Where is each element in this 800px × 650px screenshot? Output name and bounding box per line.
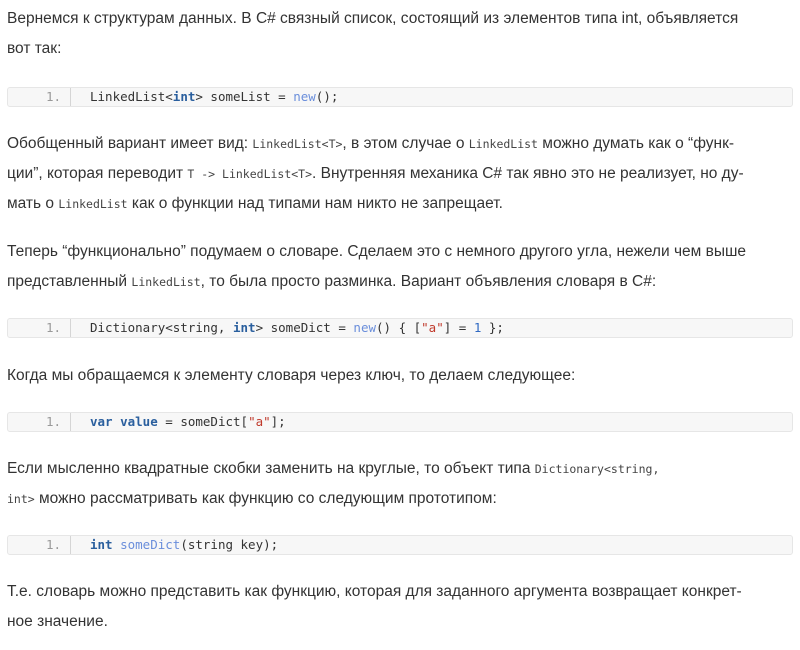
inline-code: int>: [7, 492, 35, 506]
inline-code: Dictionary<string,: [534, 462, 660, 476]
code-function-name: someDict: [120, 537, 181, 552]
text-fragment: ции”, которая переводит: [7, 165, 188, 182]
inline-code: T -> LinkedList<T>: [187, 167, 313, 181]
inline-code: LinkedList: [131, 275, 201, 289]
inline-code: LinkedList: [58, 197, 128, 211]
code-line: [90, 536, 278, 554]
code-number: 1: [473, 320, 482, 335]
text-fragment: Если мысленно квадратные скобки заменить на круглые, то объект типа: [7, 460, 535, 477]
code-token: ();: [315, 89, 339, 104]
code-token: ] =: [443, 320, 474, 335]
text-fragment: представленный: [7, 273, 132, 290]
code-string: "a": [248, 414, 271, 429]
inline-code: LinkedList: [468, 137, 538, 151]
code-line: [90, 319, 504, 337]
code-token: Dictionary<string,: [90, 320, 233, 335]
text-line: [7, 267, 793, 297]
line-number: 1.: [8, 88, 71, 106]
paragraph-conclusion: [7, 577, 793, 637]
paragraph-generic: [7, 129, 793, 219]
text-line: Теперь “функционально” подумаем о словаре. Сделаем это с немного другого угла, нежели чем выше: [7, 243, 747, 260]
text-line: [7, 454, 793, 484]
paragraph-dictionary: [7, 237, 793, 297]
code-block-prototype: [7, 535, 793, 555]
text-fragment: , в этом случае о: [342, 135, 469, 152]
code-keyword-new: new: [353, 320, 376, 335]
text-line: Вернемся к структурам данных. В C# связный список, состоящий из элементов типа int, объявляется: [7, 10, 739, 27]
text-fragment: как о функции над типами нам никто не запрещает.: [127, 195, 503, 212]
text-fragment: , то была просто разминка. Вариант объявления словаря в C#:: [200, 273, 657, 290]
code-token: = someDict[: [157, 414, 249, 429]
text-line: [7, 159, 793, 189]
code-token: [113, 537, 121, 552]
text-line: Т.е. словарь можно представить как функцию, которая для заданного аргумента возвращает конкрет-: [7, 583, 742, 600]
inline-code: LinkedList<T>: [252, 137, 343, 151]
code-token: [113, 414, 121, 429]
paragraph-intro: [7, 4, 793, 64]
code-block-linkedlist: [7, 87, 793, 107]
line-number: 1.: [8, 319, 71, 337]
text-fragment: можно думать как о “функ-: [538, 135, 735, 152]
text-fragment: мать о: [7, 195, 59, 212]
code-token: () { [: [376, 320, 422, 335]
code-token: LinkedList<: [90, 89, 173, 104]
code-token: > someDict =: [255, 320, 354, 335]
text-line: ное значение.: [7, 613, 108, 630]
text-line: [7, 129, 793, 159]
code-token: ];: [270, 414, 286, 429]
text-line: [7, 189, 793, 219]
text-fragment: Обобщенный вариант имеет вид:: [7, 135, 253, 152]
text-fragment: . Внутренняя механика C# так явно это не реализует, но ду-: [312, 165, 744, 182]
line-number: 1.: [8, 413, 71, 431]
code-line: [90, 413, 286, 431]
code-keyword: int: [90, 537, 113, 552]
code-block-access: [7, 412, 793, 432]
text-line: [7, 484, 793, 514]
text-line: Когда мы обращаемся к элементу словаря через ключ, то делаем следующее:: [7, 367, 576, 384]
code-token: > someList =: [195, 89, 294, 104]
paragraph-prototype: [7, 454, 793, 514]
code-keyword: int: [172, 89, 196, 104]
code-keyword: int: [233, 320, 256, 335]
paragraph-access: [7, 361, 793, 391]
code-string: "a": [421, 320, 444, 335]
text-fragment: можно рассматривать как функцию со следующим прототипом:: [34, 490, 497, 507]
code-line: [90, 88, 338, 106]
line-number: 1.: [8, 536, 71, 554]
text-line: вот так:: [7, 40, 62, 57]
code-token: };: [481, 320, 504, 335]
code-token: (string key);: [180, 537, 279, 552]
code-keyword: var: [90, 414, 113, 429]
code-keyword-new: new: [293, 89, 316, 104]
code-identifier: value: [120, 414, 158, 429]
code-block-dictionary: [7, 318, 793, 338]
